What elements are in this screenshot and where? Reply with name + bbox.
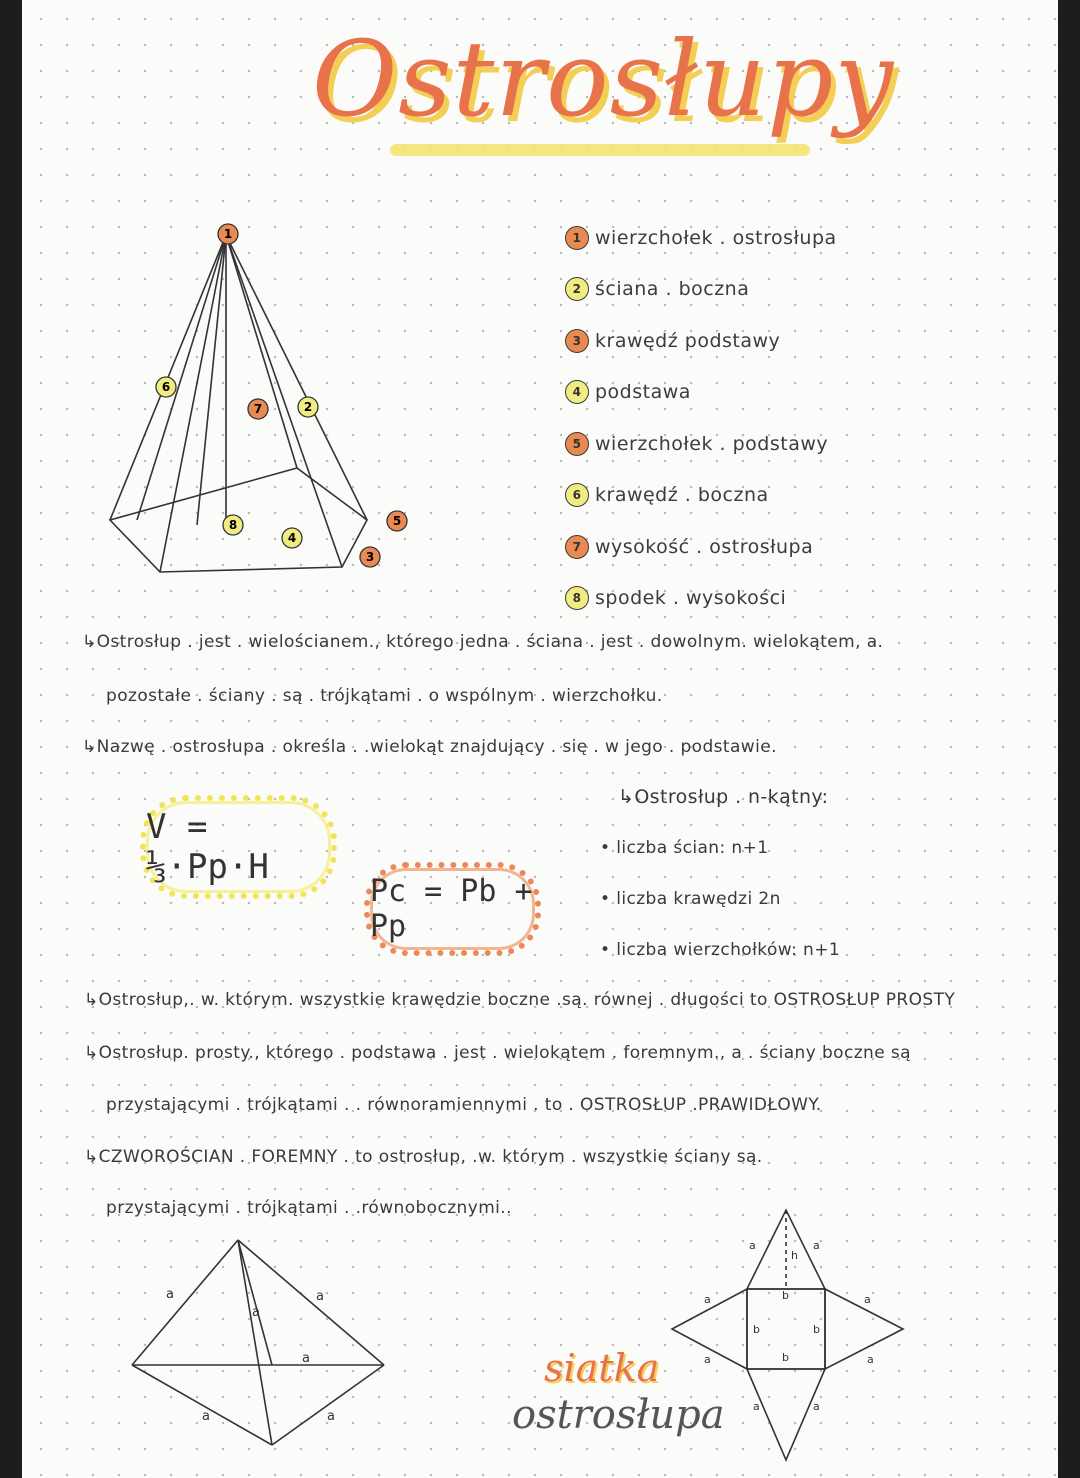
net-base-label: b xyxy=(782,1351,789,1364)
n-gonal-faces: • liczba ścian: n+1 xyxy=(600,838,769,858)
legend-number: 2 xyxy=(565,277,589,301)
legend-item xyxy=(565,315,1035,367)
legend-number: 7 xyxy=(565,535,589,559)
net-edge-label: a xyxy=(704,1353,711,1366)
net-edge-label: a xyxy=(749,1239,756,1252)
legend-item xyxy=(565,418,1035,470)
type-line-3: przystającymi . trójkątami . . równoramiennymi . to . OSTROSŁUP .PRAWIDŁOWY. xyxy=(106,1095,822,1115)
tetrahedron-diagram xyxy=(122,1230,402,1455)
legend-item xyxy=(565,367,1035,419)
pyramid-label-3: 3 xyxy=(365,550,375,564)
volume-formula xyxy=(140,795,337,899)
type-line-1: ↳Ostrosłup,. w. którym. wszystkie krawędzie boczne .są. równej . długości to OSTROSŁUP PROSTY xyxy=(84,990,956,1010)
tetra-edge-label: a xyxy=(202,1409,210,1424)
legend-item xyxy=(565,470,1035,522)
net-edge-label: a xyxy=(867,1353,874,1366)
legend-number: 1 xyxy=(565,226,589,250)
tetra-edge-label: a xyxy=(316,1289,324,1304)
tetra-edge-label: a xyxy=(302,1351,310,1366)
pyramid-label-7: 7 xyxy=(253,402,263,416)
legend-label: wierzchołek . podstawy xyxy=(595,432,829,455)
legend-number: 5 xyxy=(565,432,589,456)
pyramid-diagram xyxy=(102,215,422,585)
area-formula xyxy=(364,862,541,956)
definition-line-3: ↳Nazwę . ostrosłupa . określa . .wielokąt znajdujący . się . w jego . podstawie. xyxy=(82,737,777,757)
tetra-edge-label: a xyxy=(166,1287,174,1302)
legend-label: wierzchołek . ostrosłupa xyxy=(595,226,837,249)
type-line-2: ↳Ostrosłup. prosty., którego . podstawa . jest . wielokątem . foremnym., a . ściany boczne są xyxy=(84,1043,911,1063)
title-underline xyxy=(390,144,810,156)
pyramid-label-2: 2 xyxy=(303,400,313,414)
pyramid-label-4: 4 xyxy=(287,531,297,545)
pyramid-legend xyxy=(565,212,1035,624)
legend-label: spodek . wysokości xyxy=(595,587,787,610)
legend-number: 6 xyxy=(565,483,589,507)
n-gonal-edges: • liczba krawędzi 2n xyxy=(600,889,781,909)
pyramid-label-8: 8 xyxy=(228,518,238,532)
net-base-label: b xyxy=(782,1289,789,1302)
page-title xyxy=(312,18,895,188)
tetra-edge-label: a xyxy=(252,1305,260,1320)
legend-label: podstawa xyxy=(595,381,691,404)
type-line-5: przystającymi . trójkątami . .równobocznymi.. xyxy=(106,1198,512,1218)
definition-line-2: pozostałe . ściany . są . trójkątami . o wspólnym . wierzchołku. xyxy=(106,686,663,706)
legend-label: wysokość . ostrosłupa xyxy=(595,535,814,558)
net-edge-label: a xyxy=(813,1400,820,1413)
n-gonal-header: ↳Ostrosłup . n-kątny: xyxy=(618,786,829,808)
notebook-page xyxy=(22,0,1058,1478)
legend-item xyxy=(565,521,1035,573)
net-height-label: h xyxy=(791,1249,798,1262)
pyramid-net-diagram xyxy=(667,1205,917,1470)
legend-number: 8 xyxy=(565,586,589,610)
legend-number: 4 xyxy=(565,380,589,404)
pyramid-label-6: 6 xyxy=(161,380,171,394)
legend-item xyxy=(565,264,1035,316)
area-formula-text: Pc = Pb + Pp xyxy=(370,874,533,944)
title-text: Ostrosłupy xyxy=(312,18,895,140)
pyramid-label-1: 1 xyxy=(223,227,233,241)
net-title-line-1: siatka xyxy=(544,1346,660,1390)
net-base-label: b xyxy=(753,1323,760,1336)
net-edge-label: a xyxy=(753,1400,760,1413)
net-title-line-2: ostrosłupa xyxy=(512,1392,725,1438)
legend-number: 3 xyxy=(565,329,589,353)
legend-item xyxy=(565,212,1035,264)
net-edge-label: a xyxy=(704,1293,711,1306)
net-edge-label: a xyxy=(813,1239,820,1252)
type-line-4: ↳CZWOROŚCIAN . FOREMNY . to ostrosłup, .w. którym . wszystkie ściany są. xyxy=(84,1147,763,1167)
tetra-edge-label: a xyxy=(327,1409,335,1424)
legend-label: ściana . boczna xyxy=(595,278,750,301)
legend-label: krawędź . boczna xyxy=(595,484,769,507)
definition-line-1: ↳Ostrosłup . jest . wielościanem., którego jedna . ściana . jest . dowolnym. wielokątem, a. xyxy=(82,632,884,652)
n-gonal-vertices: • liczba wierzchołków: n+1 xyxy=(600,940,841,960)
net-edge-label: a xyxy=(864,1293,871,1306)
legend-label: krawędź podstawy xyxy=(595,329,781,352)
net-base-label: b xyxy=(813,1323,820,1336)
pyramid-label-5: 5 xyxy=(392,514,402,528)
volume-formula-text: V = ⅓·Pp·H xyxy=(146,807,269,887)
legend-item xyxy=(565,573,1035,625)
